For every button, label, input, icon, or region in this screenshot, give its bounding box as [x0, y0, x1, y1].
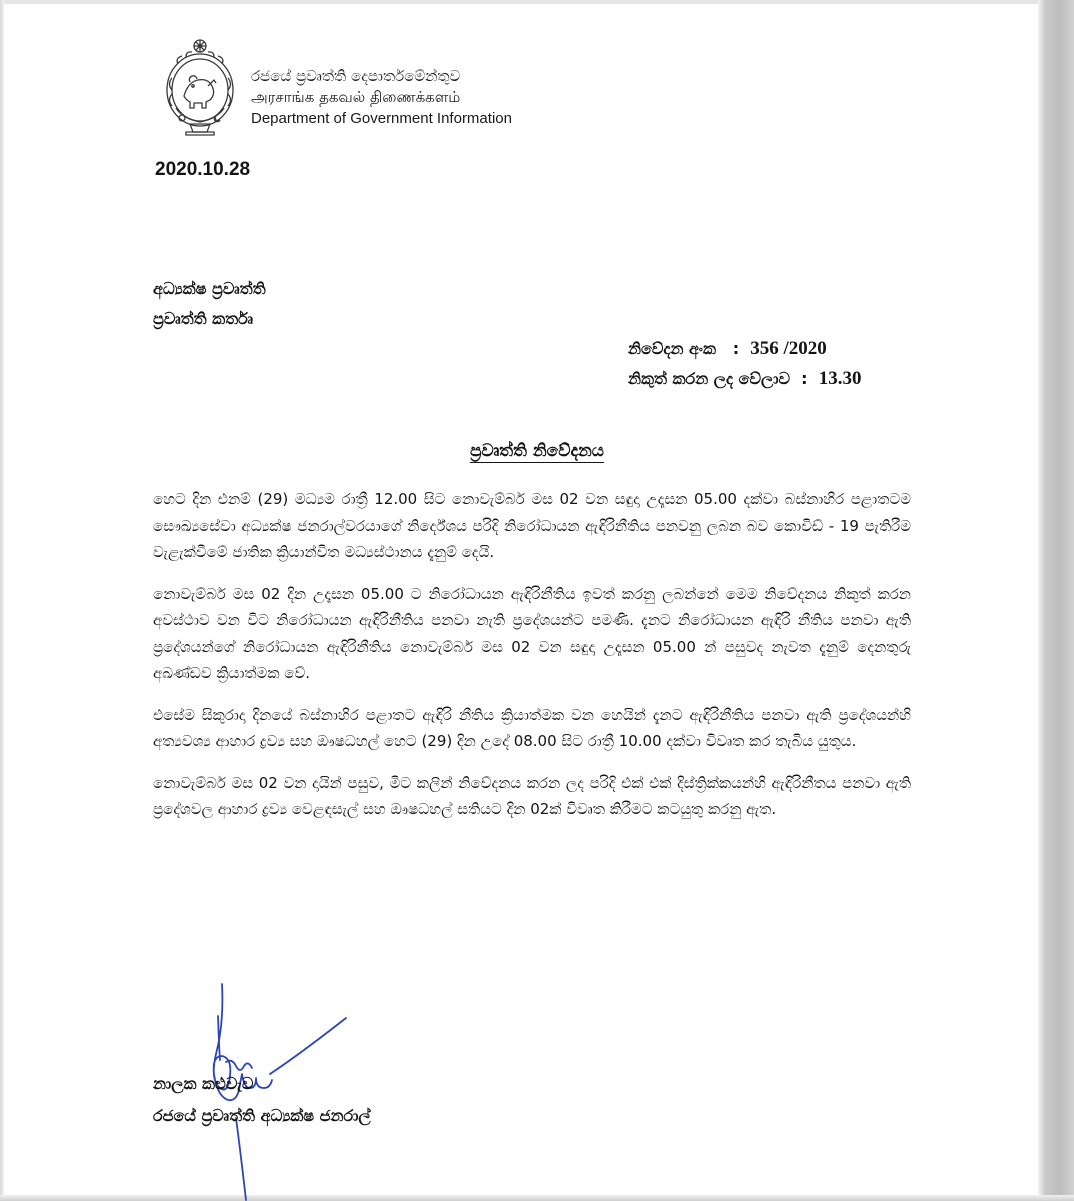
addressee-line-1: අධ්‍යක්ෂ ප්‍රවෘත්ති — [153, 279, 266, 298]
issue-time-row: නිකුත් කරන ලද වේලාව : 13.30 — [628, 368, 862, 389]
addressee-block — [153, 274, 266, 334]
issue-time-label: නිකුත් කරන ලද වේලාව — [628, 369, 791, 388]
photo-edge-bottom — [0, 1195, 1074, 1201]
photo-edge-left — [0, 0, 4, 1201]
department-name-sinhala: රජයේ ප්‍රවෘත්ති දෙපාර්තමේන්තුව — [251, 67, 461, 85]
body-text — [153, 486, 911, 838]
paragraph-2: නොවැම්බර් මස 02 දින උදෑසන 05.00 ට නිරෝධායන ඇඳිරිනීතිය ඉවත් කරනු ලබන්නේ මෙම නිවේදනය නිකුත් කරන අවස්ථාව වන විට නිරෝධායන ඇඳිරිනීතිය පනවා නැති ප්‍රදේශයන්ට පමණි. දැනට නිරෝධායන ඇඳිරි නීතිය පනවා ඇති ප්‍රදේශයන්ගේ නිරෝධායන ඇඳිරිනීතිය නොවැම්බර් මස 02 වන සඳුදා උදෑසන 05.00 න් පසුවද නැවත දැනුම් දෙනතුරු අඛණ්ඩව ක්‍රියාත්මක වේ. — [153, 584, 911, 682]
issue-time-value: 13.30 — [818, 368, 862, 389]
department-name-english: Department of Government Information — [251, 110, 512, 127]
document-heading-text: ප්‍රවෘත්ති නිවේදනය — [469, 441, 605, 461]
release-number-value: 356 /2020 — [750, 338, 827, 359]
release-number-label: නිවේදන අංක — [628, 339, 716, 358]
signer-name: නාලක කළුවැව — [153, 1074, 254, 1093]
reference-block — [628, 334, 861, 394]
letter-date: 2020.10.28 — [155, 159, 251, 180]
sri-lanka-emblem-icon — [164, 38, 236, 138]
addressee-line-2: ප්‍රවෘත්ති කර්තෘ — [153, 309, 254, 328]
department-name-tamil: அரசாங்க தகவல் திணைக்களம் — [251, 88, 461, 106]
paragraph-1: හෙට දින එනම් (29) මධ්‍යම රාත්‍රී 12.00 සිට නොවැම්බර් මස 02 වන සඳුදා උදෑසන 05.00 දක්වා බස්නාහිර පළාතටම සෞඛ්‍යසේවා අධ්‍යක්ෂ ජනරාල්වරයාගේ නිර්දේශය පරිදි නිරෝධායන ඇඳිරිනීතිය පනවනු ලබන බව කොවිඩ් - 19 පැතිරීම වැළැක්වීමේ ජාතික ක්‍රියාන්විත මධ්‍යස්ථානය දැනුම් දෙයි. — [153, 490, 911, 561]
signer-block — [153, 1068, 371, 1132]
photo-edge-top — [0, 0, 1074, 4]
release-number-row: නිවේදන අංක : 356 /2020 — [628, 338, 827, 359]
signer-title: රජයේ ප්‍රවෘත්ති අධ්‍යක්ෂ ජනරාල් — [153, 1106, 371, 1125]
photo-edge-right — [1038, 0, 1074, 1201]
document-heading — [0, 441, 1074, 461]
paragraph-4: නොවැම්බර් මස 02 වන දායින් පසුව, මීට කලින් නිවේදනය කරන ලද පරිදි එක් එක් දිස්ත්‍රික්කයන්හි ඇඳිරිනීතය පනවා ඇති ප්‍රදේශවල ආහාර ද්‍රව්‍ය වෙළඳසැල් සහ ඖෂධහල් සතියට දින 02ක් විවෘත කිරීමට කටයුතු කරනු ඇත. — [153, 773, 911, 818]
department-name-block — [251, 66, 512, 129]
paragraph-3: එසේම සිකුරාදා දිනයේ බස්නාහිර පළාතට ඇඳිරි නීතිය ක්‍රියාත්මක වන හෙයින් දැනට ඇඳිරිනීතිය පනවා ඇති ප්‍රදේශයන්හි අත්‍යවශ්‍ය ආහාර ද්‍රව්‍ය සහ ඖෂධහල් හෙට (29) දින උදේ 08.00 සිට රාත්‍රී 10.00 දක්වා විවෘත කර තැබිය යුතුය. — [153, 705, 911, 750]
